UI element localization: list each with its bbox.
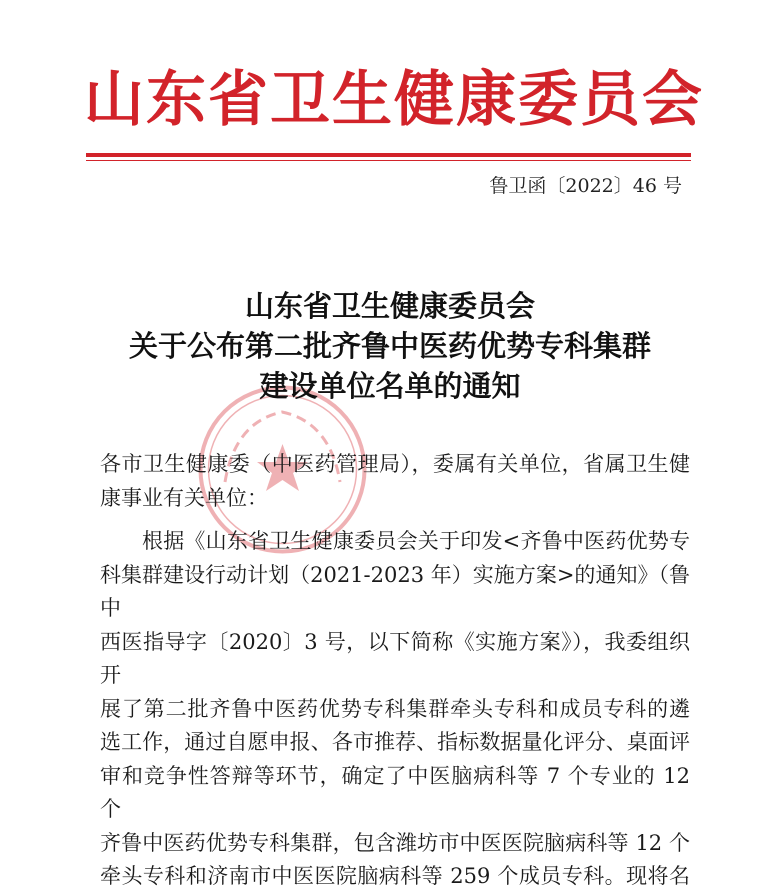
title-line-2: 关于公布第二批齐鲁中医药优势专科集群 xyxy=(128,329,651,363)
paragraph-line-2: 科集群建设行动计划（2021-2023 年）实施方案>的通知》（鲁中 xyxy=(100,562,690,620)
paragraph-line-7: 齐鲁中医药优势专科集群，包含潍坊市中医医院脑病科等 12 个 xyxy=(100,830,690,855)
document-body xyxy=(100,448,690,894)
title-line-3: 建设单位名单的通知 xyxy=(259,369,521,403)
paragraph-line-1: 根据《山东省卫生健康委员会关于印发<齐鲁中医药优势专 xyxy=(142,529,690,553)
document-number: 鲁卫函〔2022〕46 号 xyxy=(489,175,682,197)
paragraph-line-6: 审和竞争性答辩等环节，确定了中医脑病科等 7 个专业的 12 个 xyxy=(100,763,690,821)
org-header-title: 山东省卫生健康委员会 xyxy=(84,65,704,135)
paragraph-line-3: 西医指导字〔2020〕3 号，以下简称《实施方案》），我委组织开 xyxy=(100,629,690,687)
header-red-rule-thin xyxy=(86,160,691,161)
document-title xyxy=(80,286,700,406)
title-line-1: 山东省卫生健康委员会 xyxy=(244,289,535,323)
paragraph-line-4: 展了第二批齐鲁中医药优势专科集群牵头专科和成员专科的遴 xyxy=(100,696,690,721)
paragraph-line-5: 选工作，通过自愿申报、各市推荐、指标数据量化评分、桌面评 xyxy=(100,730,690,754)
header-red-rule xyxy=(86,153,691,157)
salutation-line-1: 各市卫生健康委（中医药管理局），委属有关单位，省属卫生健 xyxy=(100,452,690,476)
salutation-line-2: 康事业有关单位： xyxy=(100,485,268,510)
paragraph-line-8: 牵头专科和济南市中医医院脑病科等 259 个成员专科。现将名 xyxy=(100,864,690,888)
